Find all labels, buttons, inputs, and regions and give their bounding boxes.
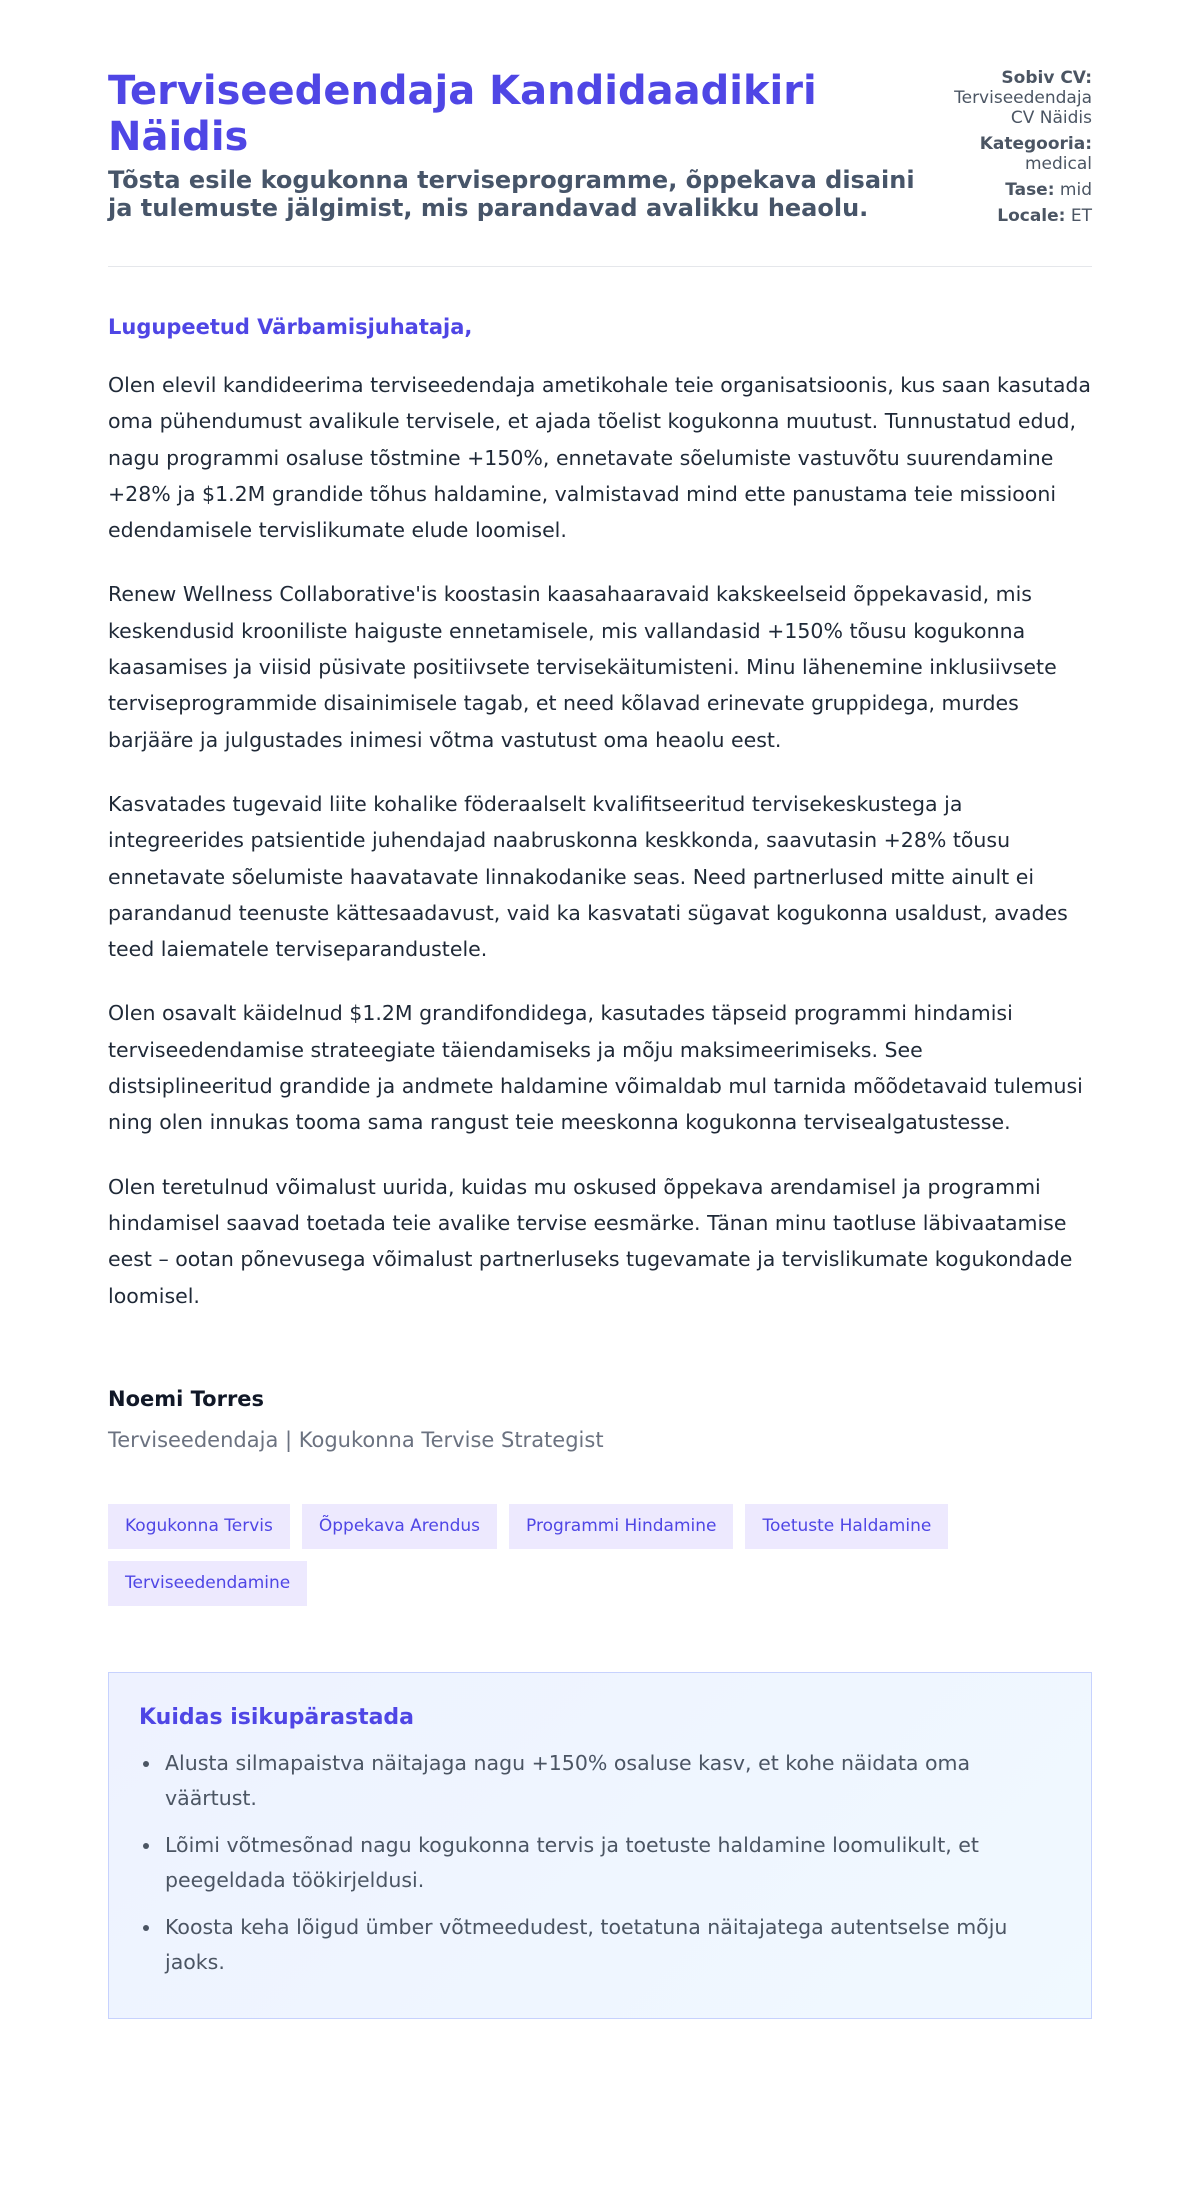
page-title: Terviseedendaja Kandidaadikiri Näidis	[108, 68, 817, 160]
page-header	[108, 68, 1092, 267]
letter-paragraph: Olen elevil kandideerima terviseedendaja ametikohale teie organisatsioonis, kus saan kasutada oma pühendumust avalikule tervisele, et ajada tõelist kogukonna muutust. Tunnustatud edud, nagu programmi osaluse tõstmine +150%, ennetavate sõelumiste vastuvõtu suurendamine +28% ja $1.2M grandide tõhus haldamine, valmistavad mind ette panustama teie missiooni edendamisele tervislikumate elude loomisel.	[108, 373, 1091, 543]
meta-category-label: Kategooria:	[979, 134, 1092, 154]
tips-item: Koosta keha lõigud ümber võtmeedudest, toetatuna näitajatega autentselse mõju jaoks.	[139, 1910, 1061, 1980]
tips-title: Kuidas isikupärastada	[139, 1704, 415, 1730]
letter-paragraph: Kasvatades tugevaid liite kohalike föderaalselt kvalifitseeritud tervisekeskustega ja integreerides patsientide juhendajad naabruskonna keskkonda, saavutasin +28% tõusu ennetavate sõelumiste haavatavate linnakodanike seas. Need partnerlused mitte ainult ei parandanud teenuste kättesaadavust, vaid ka kasvatati sügavat kogukonna usaldust, avades teed laiematele terviseparandustele.	[108, 791, 1068, 962]
keyword-tag: Õppekava Arendus	[302, 1504, 497, 1549]
header-titles	[108, 68, 928, 222]
meta-level-value: mid	[1059, 180, 1092, 200]
signature-role: Terviseedendaja | Kogukonna Tervise Strategist	[108, 1427, 604, 1452]
meta-category	[932, 134, 1092, 174]
meta-category-value: medical	[1024, 154, 1092, 174]
meta-locale	[932, 206, 1092, 226]
meta-locale-value: ET	[1070, 206, 1092, 226]
meta-locale-label: Locale:	[997, 206, 1066, 226]
meta-panel	[932, 68, 1092, 232]
meta-level-label: Tase:	[1005, 180, 1055, 200]
letter-salutation: Lugupeetud Värbamisjuhataja,	[108, 315, 473, 339]
meta-level	[932, 180, 1092, 200]
keyword-tags	[108, 1504, 1008, 1606]
page-subtitle: Tõsta esile kogukonna terviseprogramme, õppekava disaini ja tulemuste jälgimist, mis parandavad avalikku heaolu.	[108, 166, 915, 222]
customization-tips-box	[108, 1672, 1092, 2019]
tips-item: Alusta silmapaistva näitajaga nagu +150% osaluse kasv, et kohe näidata oma väärtust.	[139, 1746, 1061, 1816]
keyword-tag: Programmi Hindamine	[509, 1504, 733, 1549]
meta-cv	[932, 68, 1092, 128]
letter-paragraph: Renew Wellness Collaborative'is koostasin kaasahaaravaid kakskeelseid õppekavasid, mis keskendusid krooniliste haiguste ennetamisele, mis vallandasid +150% tõusu kogukonna kaasamises ja viisid püsivate positiivsete tervisekäitumisteni. Minu lähenemine inklusiivsete terviseprogrammide disainimisele tagab, et need kõlavad erinevate gruppidega, murdes barjääre ja julgustades inimesi võtma vastutust oma heaolu eest.	[108, 582, 1057, 752]
meta-cv-label: Sobiv CV:	[1001, 68, 1092, 88]
keyword-tag: Terviseedendamine	[108, 1561, 307, 1606]
letter-body	[108, 367, 1092, 1314]
tips-list	[139, 1746, 1061, 1980]
letter-paragraph: Olen teretulnud võimalust uurida, kuidas mu oskused õppekava arendamisel ja programmi hindamisel saavad toetada teie avalike tervise eesmärke. Tänan minu taotluse läbivaatamise eest – ootan põnevusega võimalust partnerluseks tugevamate ja tervislikumate kogukondade loomisel.	[108, 1174, 1073, 1308]
keyword-tag: Toetuste Haldamine	[745, 1504, 948, 1549]
letter-paragraph: Olen osavalt käidelnud $1.2M grandifondidega, kasutades täpseid programmi hindamisi terviseedendamise strateegiate täiendamiseks ja mõju maksimeerimiseks. See distsiplineeritud grandide ja andmete haldamine võimaldab mul tarnida mõõdetavaid tulemusi ning olen innukas tooma sama rangust teie meeskonna kogukonna tervisealgatustesse.	[108, 1001, 1083, 1135]
tips-item: Lõimi võtmesõnad nagu kogukonna tervis ja toetuste haldamine loomulikult, et peegeldada töökirjeldusi.	[139, 1828, 1061, 1898]
signature-name: Noemi Torres	[108, 1386, 265, 1411]
meta-cv-value: Terviseedendaja CV Näidis	[954, 88, 1092, 128]
keyword-tag: Kogukonna Tervis	[108, 1504, 290, 1549]
